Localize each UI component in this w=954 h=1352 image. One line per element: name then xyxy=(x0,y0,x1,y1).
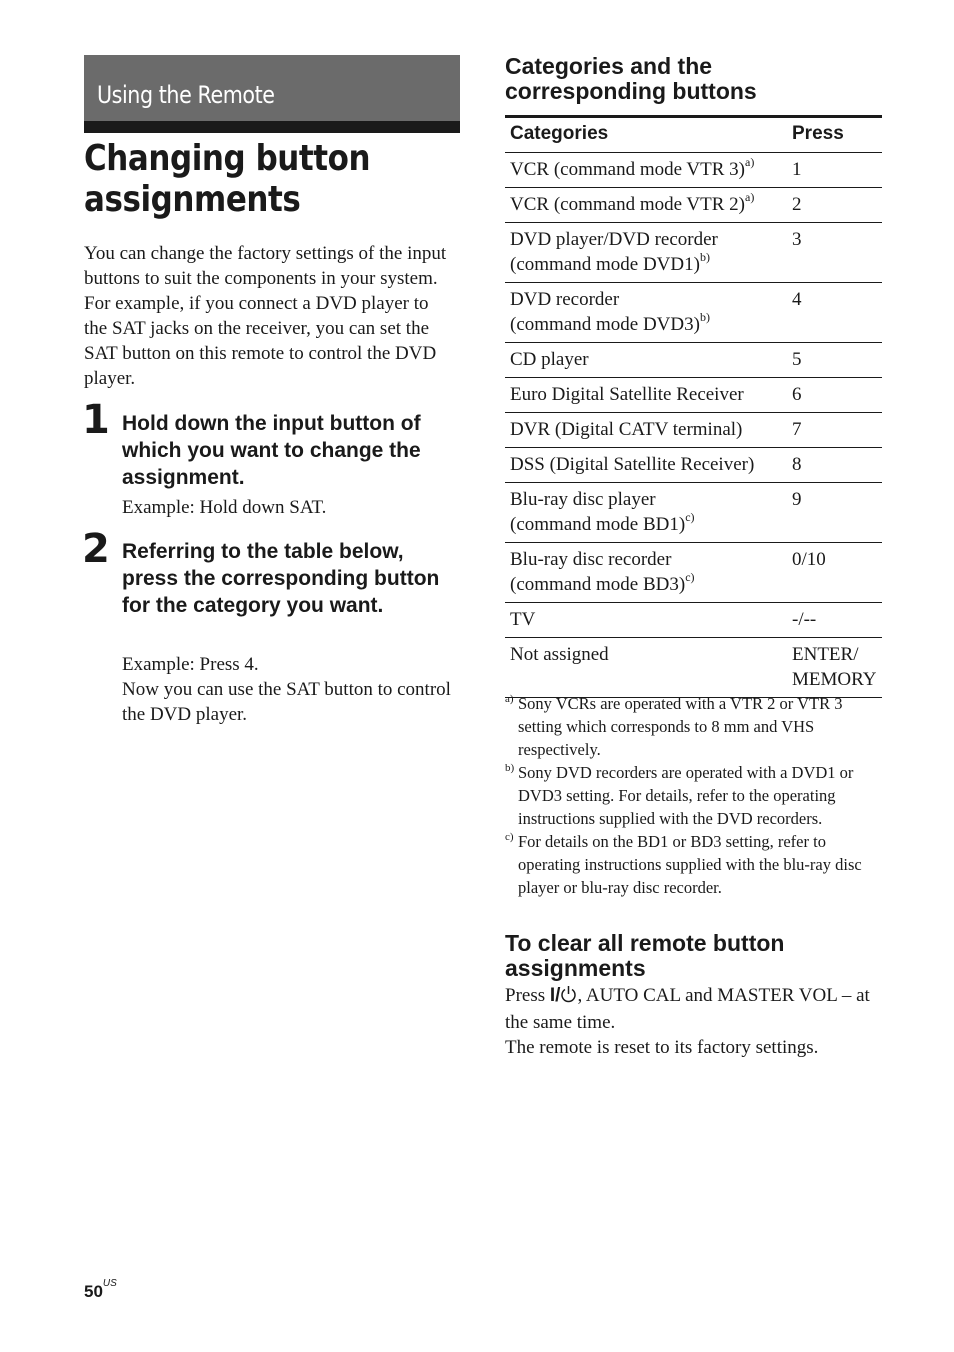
press-cell xyxy=(787,483,882,543)
footnote xyxy=(505,830,882,899)
page-number xyxy=(84,1278,117,1302)
page-title-line: assignments xyxy=(84,179,301,220)
category-line xyxy=(510,249,783,277)
category-line: Blu-ray disc recorder xyxy=(510,549,672,570)
category-line: DVD player/DVD recorder xyxy=(510,229,718,250)
press-value: 2 xyxy=(792,194,802,215)
clear-heading-line: To clear all remote button xyxy=(505,930,785,956)
press-cell xyxy=(787,188,882,223)
press-cell xyxy=(787,413,882,448)
section-header-rule xyxy=(84,121,460,133)
press-value: 8 xyxy=(792,454,802,475)
category-cell xyxy=(505,223,787,283)
press-cell xyxy=(787,543,882,603)
page-number-value: 50 xyxy=(84,1282,103,1301)
step-2-heading: Referring to the table below, press the corresponding button for the category you want. xyxy=(122,540,440,617)
press-cell xyxy=(787,153,882,188)
category-cell xyxy=(505,188,787,223)
footnote-ref: b) xyxy=(699,249,710,264)
table-header-row xyxy=(505,117,882,153)
footnotes xyxy=(505,692,882,899)
category-cell xyxy=(505,378,787,413)
category-line: TV xyxy=(510,609,536,630)
category-line xyxy=(510,509,783,537)
press-value: 4 xyxy=(792,289,802,310)
press-value: ENTER/ xyxy=(792,644,859,665)
category-cell xyxy=(505,448,787,483)
category-text: VCR (command mode VTR 3) xyxy=(510,159,746,180)
footnote-ref: a) xyxy=(745,189,755,204)
table-row xyxy=(505,638,882,698)
table-row xyxy=(505,188,882,223)
footnote-text: Sony DVD recorders are operated with a DVD1 or DVD3 setting. For details, refer to the operating instructions supplied with the DVD recorders. xyxy=(518,763,854,828)
press-cell xyxy=(787,223,882,283)
category-cell xyxy=(505,543,787,603)
category-line xyxy=(510,154,783,182)
press-cell xyxy=(787,378,882,413)
table-body xyxy=(505,153,882,698)
clear-result: The remote is reset to its factory settings. xyxy=(505,1037,819,1058)
clear-heading xyxy=(505,931,885,981)
table-row xyxy=(505,283,882,343)
press-cell xyxy=(787,638,882,698)
press-cell xyxy=(787,343,882,378)
press-value: 5 xyxy=(792,349,802,370)
table-row xyxy=(505,483,882,543)
clear-instructions xyxy=(505,983,885,1060)
intro-paragraph: You can change the factory settings of the input buttons to suit the components in your system. For example, if you connect a DVD player to the SAT jacks on the receiver, you can set the SAT button on this remote to control the DVD player. xyxy=(84,243,447,389)
footnote-ref: b) xyxy=(699,309,710,324)
footnote-mark: a) xyxy=(505,693,514,705)
footnote-text: Sony VCRs are operated with a VTR 2 or VTR 3 setting which corresponds to 8 mm and VHS respectively. xyxy=(518,694,843,759)
footnote-text: For details on the BD1 or BD3 setting, refer to operating instructions supplied with the blu-ray disc player or blu-ray disc recorder. xyxy=(518,832,862,897)
press-value: 7 xyxy=(792,419,802,440)
step-2-example: Example: Press 4. xyxy=(122,654,259,675)
step-2-result: Now you can use the SAT button to control the DVD player. xyxy=(122,679,451,725)
press-value: 3 xyxy=(792,229,802,250)
press-cell xyxy=(787,283,882,343)
footnote-ref: c) xyxy=(685,569,695,584)
press-word: Press xyxy=(505,985,550,1006)
footnote xyxy=(505,692,882,761)
step-1-example: Example: Hold down SAT. xyxy=(122,497,327,518)
press-value: MEMORY xyxy=(792,669,877,690)
table-row xyxy=(505,413,882,448)
category-line: DSS (Digital Satellite Receiver) xyxy=(510,454,755,475)
clear-heading-line: assignments xyxy=(505,955,646,981)
table-row xyxy=(505,223,882,283)
category-line: Euro Digital Satellite Receiver xyxy=(510,384,744,405)
category-cell xyxy=(505,483,787,543)
footnote-mark: c) xyxy=(505,831,514,843)
press-value: 0/10 xyxy=(792,549,826,570)
press-value: 1 xyxy=(792,159,802,180)
table-row xyxy=(505,378,882,413)
category-text: (command mode BD1) xyxy=(510,514,686,535)
table-row xyxy=(505,343,882,378)
category-line xyxy=(510,309,783,337)
footnote xyxy=(505,761,882,830)
press-value: -/-- xyxy=(792,609,817,630)
footnote-ref: c) xyxy=(685,509,695,524)
categories-heading xyxy=(505,54,885,104)
category-line: DVR (Digital CATV terminal) xyxy=(510,419,743,440)
section-header xyxy=(84,55,460,121)
press-cell xyxy=(787,448,882,483)
press-value: 9 xyxy=(792,489,802,510)
page-region: US xyxy=(102,1278,117,1290)
categories-table xyxy=(505,115,882,698)
category-line: Blu-ray disc player xyxy=(510,489,656,510)
category-text: VCR (command mode VTR 2) xyxy=(510,194,746,215)
category-cell xyxy=(505,153,787,188)
category-line: DVD recorder xyxy=(510,289,620,310)
table-row xyxy=(505,448,882,483)
category-line: CD player xyxy=(510,349,589,370)
step-1-heading: Hold down the input button of which you want to change the assignment. xyxy=(122,412,421,489)
footnote-ref: a) xyxy=(745,154,755,169)
section-title: Using the Remote xyxy=(97,81,275,109)
step-2-number: 2 xyxy=(82,526,110,572)
categories-heading-line: corresponding buttons xyxy=(505,78,757,104)
category-cell xyxy=(505,343,787,378)
press-value: 6 xyxy=(792,384,802,405)
table-row xyxy=(505,543,882,603)
header-press: Press xyxy=(787,117,882,153)
category-cell xyxy=(505,638,787,698)
footnote-mark: b) xyxy=(505,762,515,774)
category-text: (command mode DVD1) xyxy=(510,254,700,275)
category-text: (command mode BD3) xyxy=(510,574,686,595)
power-standby-icon xyxy=(560,985,577,1010)
page-title-line: Changing button xyxy=(84,138,371,179)
category-line xyxy=(510,189,783,217)
header-categories: Categories xyxy=(505,117,787,153)
step-1-number: 1 xyxy=(82,397,110,443)
page-title xyxy=(84,138,428,220)
category-text: (command mode DVD3) xyxy=(510,314,700,335)
clear-instruction-rest: , AUTO CAL and MASTER VOL – at the same time. xyxy=(505,985,870,1033)
clear-instruction-line xyxy=(505,983,885,1035)
power-symbol-text: I/ xyxy=(549,985,561,1006)
category-cell xyxy=(505,603,787,638)
category-line xyxy=(510,569,783,597)
category-cell xyxy=(505,283,787,343)
step-2-body xyxy=(122,652,452,727)
step-1-body xyxy=(122,495,452,520)
category-cell xyxy=(505,413,787,448)
table-row xyxy=(505,603,882,638)
press-cell xyxy=(787,603,882,638)
categories-heading-line: Categories and the xyxy=(505,53,713,79)
table-row xyxy=(505,153,882,188)
category-line: Not assigned xyxy=(510,644,609,665)
